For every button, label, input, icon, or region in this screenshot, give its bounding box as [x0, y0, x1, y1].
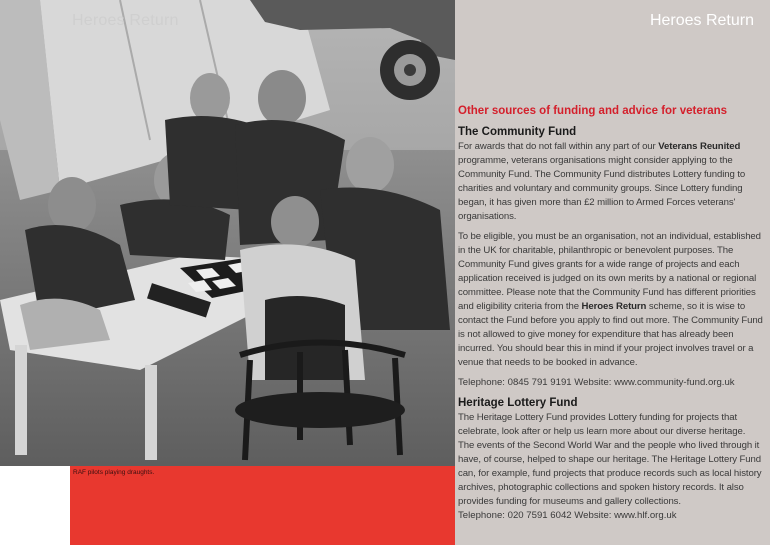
funding-content	[458, 104, 763, 529]
text-span: scheme, so it is wise to contact the Fund before you apply to find out more. The Community Fund is not allowed to give money for expenditure that has already been incurred. You should bear this in mind if your project involves travel or a venue that needs to be booked in advance.	[458, 301, 763, 368]
heroes-return-label: Heroes Return	[581, 301, 647, 312]
right-page	[455, 0, 770, 545]
left-page-header: Heroes Return	[72, 12, 179, 29]
photo-caption: RAF pilots playing draughts.	[73, 469, 155, 476]
text-span: programme, veterans organisations might consider applying to the Community Fund. The Community Fund distributes Lottery funding to charities and voluntary and community groups. Since Lottery funding began, it has given more than £2 million to Armed Forces veterans' organisations.	[458, 155, 746, 222]
right-page-header: Heroes Return	[649, 12, 754, 29]
veterans-reunited-label: Veterans Reunited	[658, 141, 741, 152]
heritage-fund-paragraph: The Heritage Lottery Fund provides Lottery funding for projects that celebrate, look after or help us learn more about our diverse heritage. The events of the Second World War and the people who lived through it have, of course, helped to shape our heritage. The Heritage Lottery Fund can, for example, fund projects that produce records such as local history archives, photographic collections and spoken history records. It also provides funding for museums and gallery collections.	[458, 412, 762, 507]
white-corner-block	[0, 466, 70, 545]
heritage-fund-title: Heritage Lottery Fund	[458, 397, 578, 409]
text-span: For awards that do not fall within any part of our	[458, 141, 659, 152]
community-fund-title: The Community Fund	[458, 126, 577, 138]
community-fund-contact: Telephone: 0845 791 9191 Website: www.community-fund.org.uk	[458, 377, 735, 388]
section-title: Other sources of funding and advice for veterans	[458, 105, 728, 117]
red-footer-block	[70, 466, 455, 545]
community-fund-paragraph-2	[458, 230, 763, 370]
text-span: To be eligible, you must be an organisation, not an individual, established in the UK for charitable, philanthropic or benevolent purposes. The Community Fund gives grants for a wide range of projects and each application received is judged on its own merits by a national or regional committee. Please note that the Community Fund has different priorities and eligibility criteria from the	[458, 231, 761, 312]
community-fund-paragraph-1	[458, 140, 763, 224]
heritage-fund-contact: Telephone: 020 7591 6042 Website: www.hlf.org.uk	[458, 510, 677, 521]
